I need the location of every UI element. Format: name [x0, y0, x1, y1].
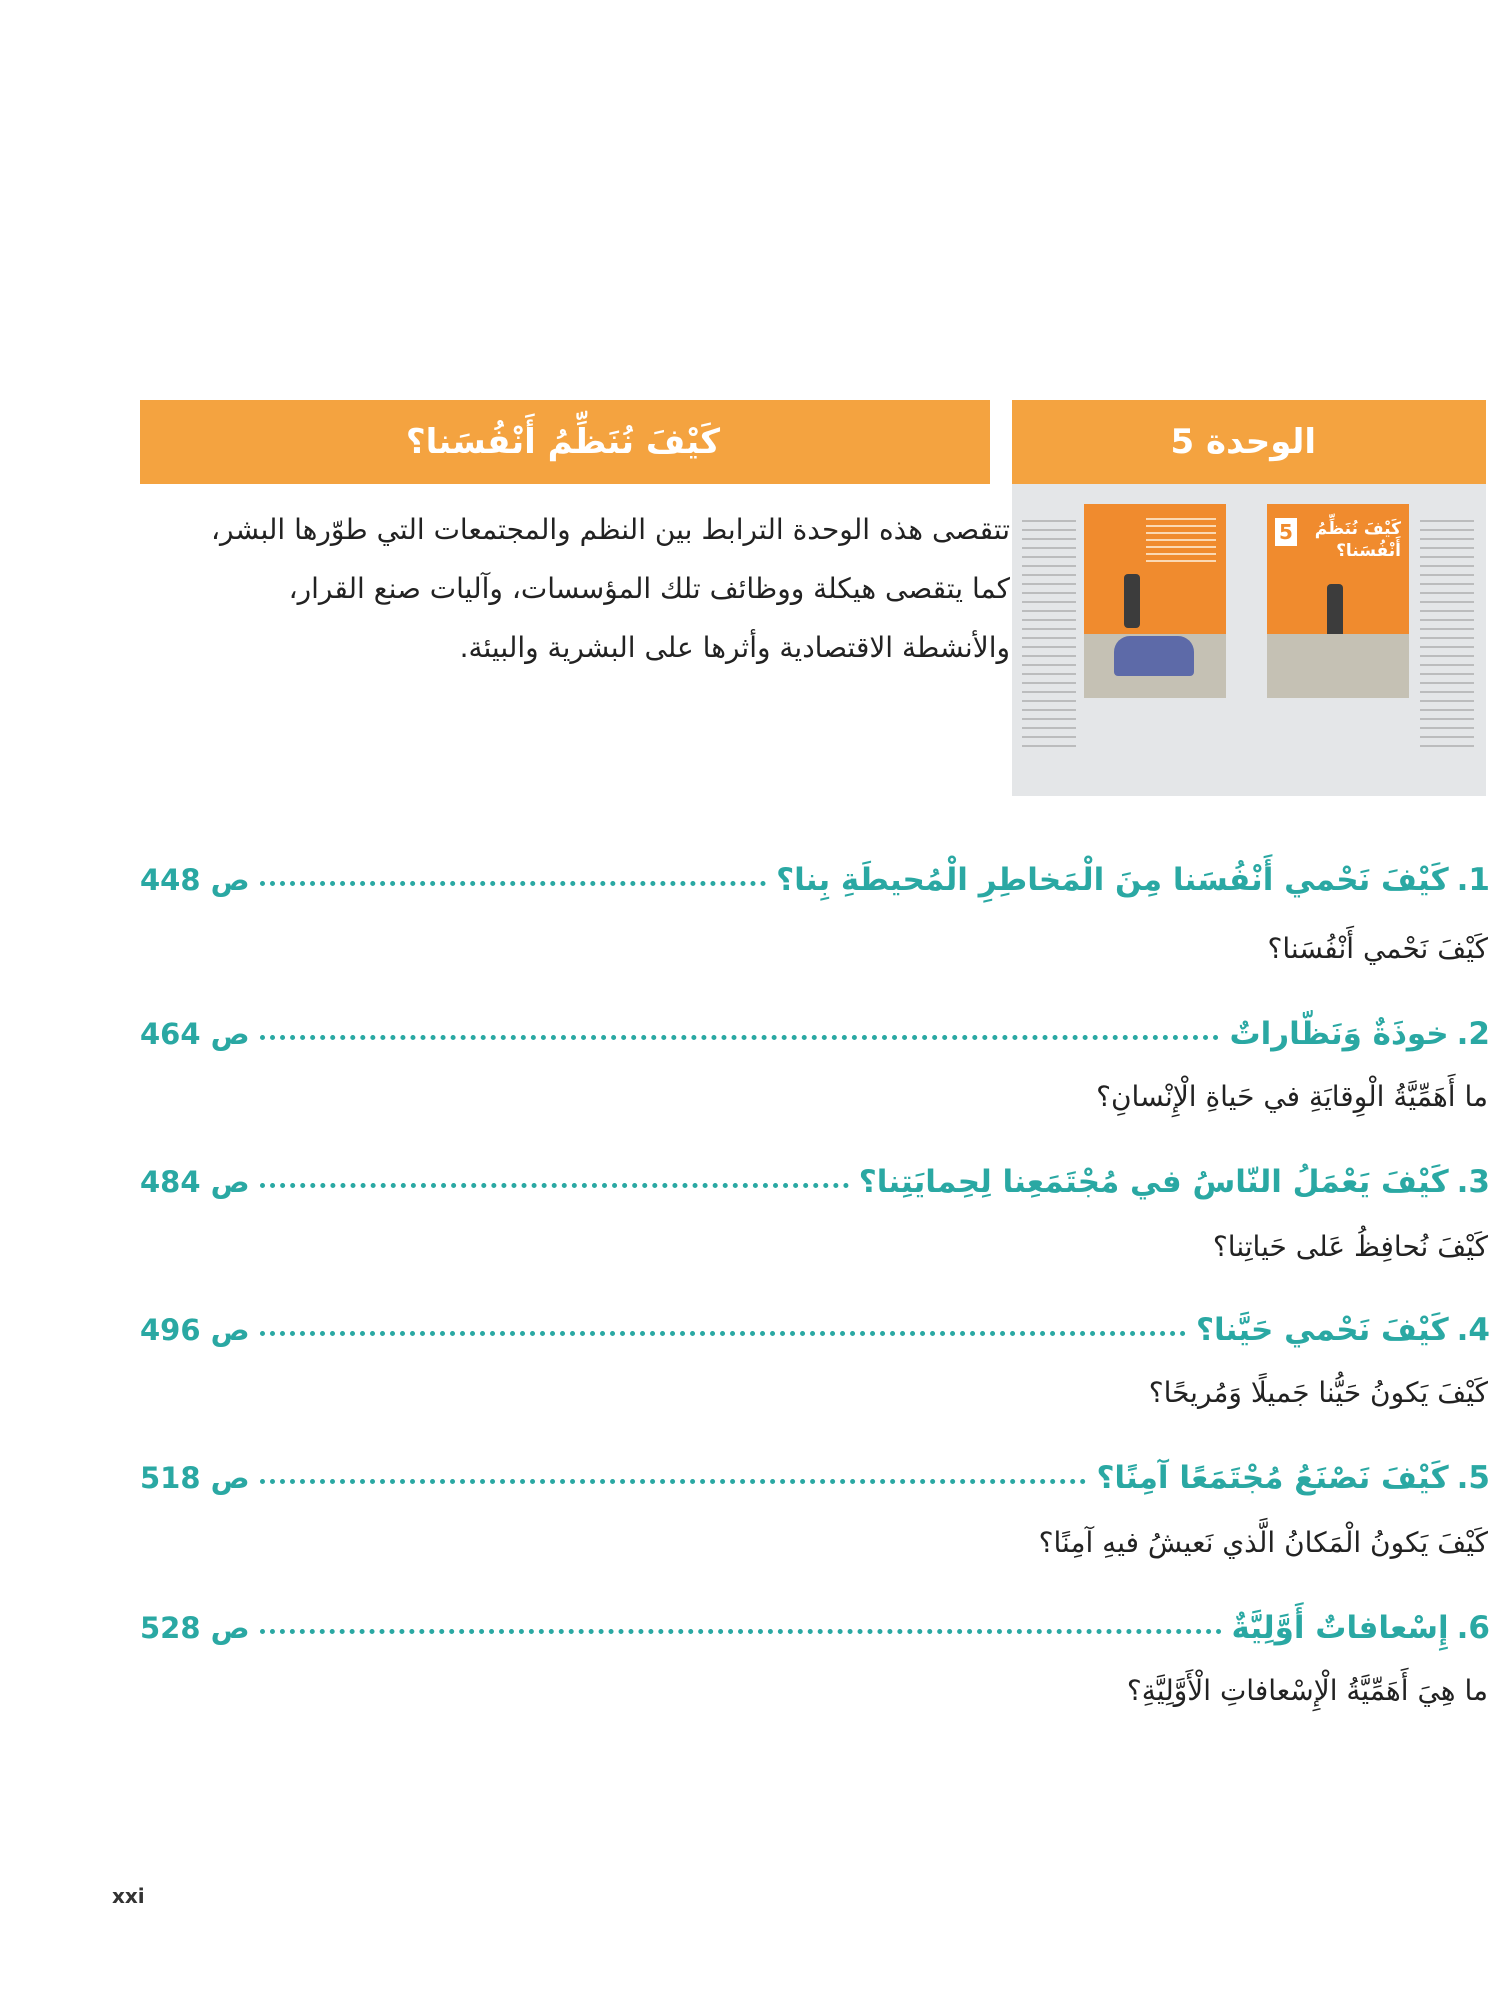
- unit-label: الوحدة 5: [1170, 422, 1316, 462]
- cover-unit-number: 5: [1275, 518, 1297, 546]
- lesson-question: ما أَهَمِّيَّةُ الْوِقايَةِ في حَياةِ الْإِنْسانِ؟: [1096, 1080, 1488, 1113]
- children-illustration: [1114, 636, 1194, 676]
- thumbnail-text-lines: [1146, 518, 1216, 564]
- page-number: xxi: [112, 1884, 145, 1908]
- thumbnail-left-text: [1022, 520, 1076, 748]
- lesson-title-row: [140, 862, 1490, 898]
- traffic-light-illustration: [1124, 574, 1140, 628]
- book-spread-thumbnail: [1012, 484, 1486, 796]
- lesson-page: ص 484: [140, 1165, 250, 1199]
- lesson-title: خوذَةٌ وَنَظّاراتٌ: [1229, 1016, 1449, 1052]
- thumbnail-right-text: [1420, 520, 1474, 748]
- dot-leader: [260, 1183, 849, 1188]
- lesson-title: كَيْفَ يَعْمَلُ النّاسُ في مُجْتَمَعِنا لِحِمايَتِنا؟: [858, 1164, 1449, 1200]
- lesson-question: ما هِيَ أَهَمِّيَّةُ الْإِسْعافاتِ الْأَوَّلِيَّةِ؟: [1126, 1674, 1488, 1707]
- dot-leader: [260, 881, 767, 886]
- lesson-title-row: [140, 1312, 1490, 1348]
- unit-label-bar: [1012, 400, 1486, 484]
- lesson-title-row: [140, 1016, 1490, 1052]
- dot-leader: [260, 1479, 1087, 1484]
- lesson-title: كَيْفَ نَصْنَعُ مُجْتَمَعًا آمِنًا؟: [1096, 1460, 1449, 1496]
- lesson-title: إِسْعافاتٌ أَوَّلِيَّةٌ: [1231, 1610, 1449, 1646]
- lesson-title-row: [140, 1610, 1490, 1646]
- thumbnail-cover-page: [1267, 504, 1409, 698]
- dot-leader: [260, 1331, 1186, 1336]
- traffic-light-illustration: [1327, 584, 1343, 638]
- dot-leader: [260, 1629, 1222, 1634]
- lesson-question: كَيْفَ نُحافِظُ عَلى حَياتِنا؟: [1212, 1230, 1488, 1263]
- lesson-title-row: [140, 1164, 1490, 1200]
- lesson-title-row: [140, 1460, 1490, 1496]
- unit-title: كَيْفَ نُنَظِّمُ أَنْفُسَنا؟: [405, 422, 720, 462]
- lesson-page: ص 464: [140, 1017, 250, 1051]
- lesson-title: كَيْفَ نَحْمي حَيَّنا؟: [1196, 1312, 1449, 1348]
- unit-title-bar: [140, 400, 990, 484]
- thumbnail-left-page: [1084, 504, 1226, 698]
- lesson-title: كَيْفَ نَحْمي أَنْفُسَنا مِنَ الْمَخاطِرِ الْمُحيطَةِ بِنا؟: [776, 862, 1449, 898]
- lesson-question: كَيْفَ يَكونُ حَيُّنا جَميلًا وَمُريحًا؟: [1148, 1376, 1488, 1409]
- lesson-page: ص 518: [140, 1461, 250, 1495]
- cover-title: كَيْفَ نُنَظِّمُ أَنْفُسَنا؟: [1314, 519, 1401, 561]
- lesson-page: ص 528: [140, 1611, 250, 1645]
- lesson-number: 1.: [1456, 862, 1490, 898]
- road-illustration: [1267, 634, 1409, 698]
- lesson-number: 4.: [1456, 1312, 1490, 1348]
- dot-leader: [260, 1035, 1220, 1040]
- lesson-number: 3.: [1456, 1164, 1490, 1200]
- lesson-page: ص 496: [140, 1313, 250, 1347]
- unit-description: تتقصى هذه الوحدة الترابط بين النظم والمجتمعات التي طوّرها البشر، كما يتقصى هيكلة ووظائف تلك المؤسسات، وآليات صنع القرار، والأنشطة الاقتصادية وأثرها على البشرية والبيئة.: [210, 513, 1010, 664]
- lesson-page: ص 448: [140, 863, 250, 897]
- lesson-number: 6.: [1456, 1610, 1490, 1646]
- lesson-number: 2.: [1456, 1016, 1490, 1052]
- lesson-question: كَيْفَ نَحْمي أَنْفُسَنا؟: [1267, 932, 1488, 965]
- lesson-question: كَيْفَ يَكونُ الْمَكانُ الَّذي نَعيشُ فيهِ آمِنًا؟: [1038, 1526, 1488, 1559]
- lesson-number: 5.: [1456, 1460, 1490, 1496]
